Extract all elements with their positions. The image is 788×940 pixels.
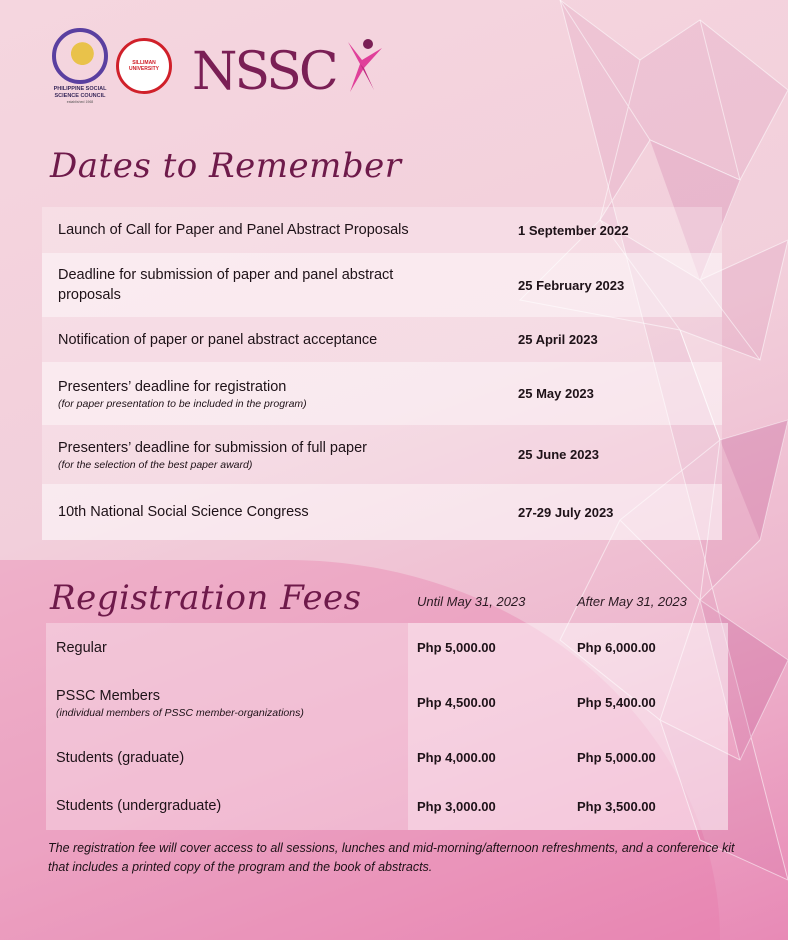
event-label: Notification of paper or panel abstract acceptance (58, 331, 378, 348)
logo-bar (50, 28, 384, 104)
date-row (42, 253, 722, 317)
category-label: Regular (56, 639, 107, 656)
event-cell (58, 330, 518, 350)
fees-title: Registration Fees (50, 578, 362, 618)
pssc-established: established 1968 (66, 100, 94, 104)
event-cell (58, 265, 518, 305)
category-note: (individual members of PSSC member-organizations) (56, 706, 304, 719)
fee-category (46, 672, 408, 733)
fee-row (46, 733, 728, 782)
fees-table (46, 623, 728, 830)
pssc-logo-text: PHILIPPINE SOCIAL SCIENCE COUNCIL (53, 86, 107, 99)
col-header-until: Until May 31, 2023 (417, 594, 526, 609)
event-date: 25 May 2023 (518, 386, 594, 401)
event-label: Deadline for submission of paper and panel abstract proposals (58, 267, 394, 303)
nssc-logo-text: NSSC (192, 42, 336, 102)
fee-row (46, 782, 728, 830)
event-note: (for paper presentation to be included in the program) (58, 397, 307, 410)
date-row (42, 425, 722, 484)
fee-until: Php 4,000.00 (408, 733, 568, 782)
fee-after: Php 5,000.00 (568, 733, 728, 782)
dates-table (42, 207, 722, 540)
fee-category (46, 782, 408, 830)
category-label: Students (undergraduate) (56, 798, 222, 814)
fee-category (46, 733, 408, 782)
event-date: 25 April 2023 (518, 332, 598, 347)
nssc-logo (192, 42, 384, 102)
fee-until: Php 5,000.00 (408, 623, 568, 672)
event-date: 27-29 July 2023 (518, 504, 614, 520)
event-label: 10th National Social Science Congress (58, 504, 309, 520)
event-label: Presenters’ deadline for submission of full paper (58, 439, 367, 456)
event-label: Presenters’ deadline for registration (58, 378, 287, 395)
event-label: Launch of Call for Paper and Panel Abstract Proposals (58, 222, 409, 238)
fee-after: Php 3,500.00 (568, 782, 728, 830)
pssc-logo (50, 28, 110, 104)
date-row (42, 207, 722, 253)
event-date: 25 June 2023 (518, 447, 599, 462)
fee-row (46, 623, 728, 672)
fees-footnote: The registration fee will cover access to all sessions, lunches and mid-morning/afternoon refreshments, and a conference kit that includes a printed copy of the program and the book of abstracts. (48, 841, 735, 874)
event-cell (58, 438, 518, 472)
event-cell (58, 502, 518, 522)
event-note: (for the selection of the best paper award) (58, 458, 253, 471)
dates-title: Dates to Remember (50, 146, 402, 186)
date-row (42, 317, 722, 362)
date-row (42, 484, 722, 540)
pssc-emblem-icon (52, 28, 108, 84)
event-date: 25 February 2023 (518, 277, 625, 293)
silliman-seal-text: SILLIMAN UNIVERSITY (128, 60, 159, 72)
event-cell (58, 220, 518, 240)
fee-until: Php 4,500.00 (408, 672, 568, 733)
col-header-after: After May 31, 2023 (577, 594, 687, 609)
silliman-seal (116, 38, 172, 94)
nssc-figure-icon (338, 34, 384, 96)
event-cell (58, 377, 518, 411)
category-label: Students (graduate) (56, 749, 185, 766)
fee-after: Php 5,400.00 (568, 672, 728, 733)
event-date: 1 September 2022 (518, 222, 629, 238)
fee-until: Php 3,000.00 (408, 782, 568, 830)
fee-row (46, 672, 728, 733)
fee-after: Php 6,000.00 (568, 623, 728, 672)
fee-category (46, 623, 408, 672)
category-label: PSSC Members (56, 687, 160, 704)
date-row (42, 362, 722, 425)
